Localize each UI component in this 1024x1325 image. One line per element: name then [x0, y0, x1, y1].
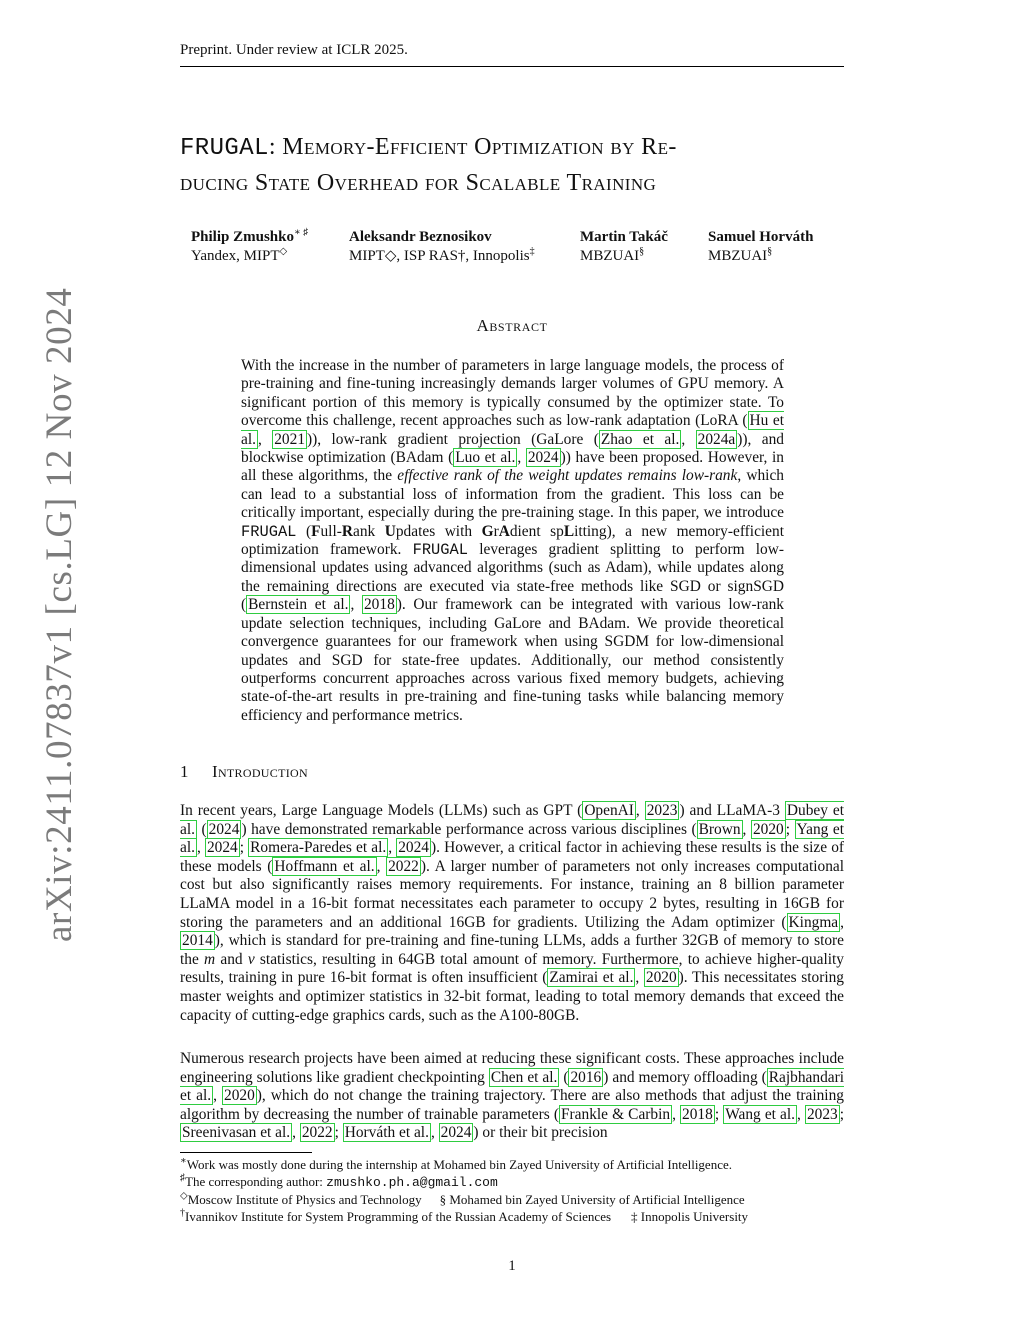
intro-paragraph-1: In recent years, Large Language Models (LLMs) such as GPT ( OpenAI , 2023 ) and LLaMA-3 Dubey et al. ( 2024 ) have demonstrated remarkable performance across various disciplines ( Brown , 2020 ; Yang et al. , 2024 ; Romera-Paredes et al. , 2024 ). However, a critical factor in achieving these results is the size of these models ( Hoffmann et al. , 2022 ). A larger number of parameters not only increases computational cost but also significantly raises memory requirements. For instance, training an 8 billion parameter LLaMA model in a 16-bit format necessitates each parameter to occupy 2 bytes, resulting in 16GB for storing the parameters and an additional 16GB for gradients. Utilizing the Adam optimizer ( Kingma , 2014 ), which is standard for pre-training and fine-tuning LLMs, adds a further 32GB of memory to store the m and v statistics, resulting in 64GB total amount of memory. Furthermore, to achieve higher-quality results, training in pure 16-bit format is often insufficient ( Zamirai et al. , 2020 ). This necessitates storing master weights and optimizer statistics in 32-bit format, leading to total memory demands that exceed the capacity of cutting-edge graphics cards, such as the A100-80GB.: [180, 802, 845, 1024]
footnote-text: The corresponding author:: [185, 1174, 327, 1189]
citation-link[interactable]: 2020: [224, 1087, 255, 1105]
citation-link[interactable]: 2020: [645, 969, 677, 987]
citation-link[interactable]: 2024: [398, 839, 429, 857]
section-title: Introduction: [212, 762, 308, 781]
citation-link[interactable]: Hu et al.: [241, 412, 784, 448]
paragraph-text: ). A larger number of parameters not only increases computational cost but also significantly raises memory requirements. For instance, training an 8 billion parameter LLaMA model in a 16-bit format necessitates each parameter to occupy 2 bytes, resulting in 16GB for storing the parameters and an additional 16GB for gradients. Utilizing the Adam optimizer (: [180, 857, 845, 931]
author-name: Aleksandr Beznosikov: [349, 229, 492, 245]
author-3: [580, 228, 668, 266]
citation-link[interactable]: 2023: [646, 802, 678, 819]
citation-link[interactable]: Rajbhandari et al.: [180, 1068, 844, 1105]
citation-link[interactable]: Chen et al.: [490, 1068, 558, 1086]
citation-link[interactable]: 2024: [208, 820, 240, 838]
author-email[interactable]: zmushko.ph.a@gmail.com: [326, 1175, 498, 1190]
citation-link[interactable]: 2024a: [697, 430, 736, 448]
paragraph-text: ) or their bit precision: [473, 1124, 608, 1142]
citation-link[interactable]: OpenAI: [584, 802, 634, 819]
paragraph-text: Numerous research projects have been aimed at reducing these significant costs. These approaches include engineering solutions like gradient checkpointing: [180, 1050, 844, 1086]
section-number: 1: [180, 762, 189, 781]
title-frugal: FRUGAL: [180, 135, 269, 162]
citation-link[interactable]: Hoffmann et al.: [274, 857, 375, 875]
frugal-name: FRUGAL: [412, 541, 468, 560]
abstract-text: With the increase in the number of parameters in large language models, the process of pre-training and fine-tuning increasingly demands larger volumes of GPU memory. A significant portion of this memory is typically consumed by the optimizer state. To overcome this challenge, recent approaches such as low-rank adaptation (LoRA (: [241, 357, 784, 430]
author-name: Samuel Horváth: [708, 229, 814, 245]
author-1: [191, 228, 308, 266]
citation-link[interactable]: 2023: [806, 1105, 838, 1123]
author-name: Philip Zmushko: [191, 229, 294, 245]
citation-link[interactable]: Wang et al.: [725, 1105, 795, 1123]
abstract-text: , which can lead to a substantial loss of information from the gradient. This loss can be critically important, especially during the pre-training stage. In this paper, we introduce: [241, 467, 784, 522]
footnote-1: [180, 1156, 844, 1173]
title-line2: ducing State Overhead for Scalable Training: [180, 170, 657, 196]
footnote-4: [180, 1208, 844, 1225]
author-affiliation-mark: ‡: [529, 246, 535, 257]
citation-link[interactable]: 2021: [274, 430, 306, 448]
citation-link[interactable]: 2018: [363, 596, 395, 614]
citation-link[interactable]: Kingma: [788, 913, 839, 931]
section-heading: [180, 762, 308, 782]
paragraph-text: ) and LLaMA-3: [679, 802, 785, 819]
paragraph-text: ). This necessitates storing master weights and optimizer statistics in 32-bit format, leading to total memory demands that exceed the capacity of cutting-edge graphics cards, such as the A100-80GB.: [180, 969, 844, 1024]
author-affiliation: Yandex, MIPT: [191, 248, 280, 264]
abstract-body: With the increase in the number of parameters in large language models, the process of pre-training and fine-tuning increasingly demands larger volumes of GPU memory. A significant portion of this memory is typically consumed by the optimizer state. To overcome this challenge, recent approaches such as low-rank adaptation (LoRA ( Hu et al. , 2021 )), low-rank gradient projection (GaLore ( Zhao et al. , 2024a )), and blockwise optimization (BAdam ( Luo et al. , 2024 )) have been proposed. However, in all these algorithms, the effective rank of the weight updates remains low-rank, which can lead to a substantial loss of information from the gradient. This loss can be critically important, especially during the pre-training stage. In this paper, we introduce FRUGAL (Full-Rank Updates with GrAdient spLitting), a new memory-efficient optimization framework. FRUGAL leverages gradient splitting to perform low-dimensional updates using advanced algorithms (such as Adam), while updates along the remaining directions are executed via state-free methods like SGD or signSGD ( Bernstein et al. , 2018 ). Our framework can be integrated with various low-rank update selection techniques, including GaLore and BAdam. We provide theoretical convergence guarantees for our framework when using SGDM for low-dimensional updates and SGD for state-free updates. Additionally, our method consistently outperforms concurrent approaches across various fixed memory budgets, achieving state-of-the-art results in pre-training and fine-tuning tasks while balancing memory efficiency and performance metrics.: [241, 357, 784, 724]
paragraph-text: In recent years, Large Language Models (LLMs) such as GPT (: [180, 802, 583, 819]
header-rule: [180, 66, 844, 67]
page-number: 1: [508, 1258, 516, 1274]
abstract-text: ). Our framework can be integrated with various low-rank update selection techniques, including GaLore and BAdam. We provide theoretical convergence guarantees for our framework when using SGDM for low-dimensional updates and SGD for state-free updates. Additionally, our method consistently outperforms concurrent approaches across various fixed memory budgets, achieving state-of-the-art results in pre-training and fine-tuning tasks while balancing memory efficiency and performance metrics.: [241, 596, 784, 724]
citation-link[interactable]: 2024: [206, 839, 238, 857]
abstract-emphasis: effective rank of the weight updates remains low-rank: [397, 467, 738, 485]
author-affiliation-mark: ◇: [279, 246, 288, 257]
citation-link[interactable]: 2022: [388, 857, 419, 875]
math-m: m: [204, 950, 216, 968]
footnote-mark: ◇: [180, 1190, 188, 1202]
footnote-mark: ∗: [180, 1155, 187, 1167]
citation-link[interactable]: 2020: [752, 820, 784, 838]
citation-link[interactable]: 2024: [527, 449, 559, 467]
citation-link[interactable]: Dubey et al.: [180, 802, 844, 838]
citation-link[interactable]: Zhao et al.: [600, 430, 680, 448]
paragraph-text: ) have demonstrated remarkable performance across various disciplines (: [241, 820, 697, 838]
footnote-text: § Mohamed bin Zayed University of Artificial Intelligence: [439, 1192, 745, 1207]
abstract-text: (: [296, 522, 312, 540]
math-v: v: [247, 950, 255, 968]
author-4: [708, 228, 813, 266]
footnote-text: Work was mostly done during the internship at Mohamed bin Zayed University of Artificial Intelligence.: [186, 1157, 732, 1172]
author-affiliation-mark: §: [639, 246, 645, 257]
paper-title: [180, 130, 860, 200]
citation-link[interactable]: Frankle & Carbin: [560, 1105, 671, 1123]
footnote-text: ‡ Innopolis University: [631, 1209, 749, 1224]
footnote-3: [180, 1191, 844, 1208]
footnote-text: Ivannikov Institute for System Programming of the Russian Academy of Sciences: [185, 1209, 612, 1224]
running-header: Preprint. Under review at ICLR 2025.: [180, 42, 408, 58]
abstract-text: )), low-rank gradient projection (GaLore (: [307, 430, 599, 448]
abstract-text: )) have been proposed. However, in all these algorithms, the: [241, 449, 784, 485]
abstract-text: )), and blockwise optimization (BAdam (: [241, 430, 784, 467]
footnote-rule: [180, 1152, 312, 1153]
citation-link[interactable]: 2016: [570, 1068, 602, 1086]
paragraph-text: ) and memory offloading (: [603, 1068, 767, 1086]
paragraph-text: ), which is standard for pre-training and fine-tuning LLMs, adds a further 32GB of memory to store the: [180, 932, 844, 968]
author-affiliation: MBZUAI: [708, 248, 768, 264]
author-name-marks: ∗ ♯: [293, 227, 309, 238]
citation-link[interactable]: Brown: [698, 820, 741, 838]
citation-link[interactable]: Sreenivasan et al.: [182, 1124, 291, 1142]
citation-link[interactable]: Romera-Paredes et al.: [250, 839, 387, 857]
footnote-mark: †: [180, 1207, 185, 1219]
citation-link[interactable]: 2014: [182, 932, 213, 950]
frugal-acronym: Full-Rank Updates with GrAdient spLitting: [311, 522, 607, 540]
paragraph-text: statistics, resulting in 64GB total amount of memory. Furthermore, to achieve higher-quality results, training in pure 16-bit format is often insufficient (: [180, 950, 845, 987]
citation-link[interactable]: Horváth et al.: [344, 1124, 429, 1142]
title-line1: : Memory-Efficient Optimization by Re-: [268, 134, 677, 160]
citation-link[interactable]: Luo et al.: [455, 449, 516, 467]
frugal-name: FRUGAL: [241, 522, 297, 541]
paragraph-text: and: [215, 950, 248, 968]
author-affiliation-mark: §: [767, 246, 773, 257]
footnote-mark: ♯: [180, 1172, 185, 1184]
paragraph-text: ), which do not change the training trajectory. There are also methods that adjust the training algorithm by decreasing the number of trainable parameters (: [180, 1087, 844, 1123]
author-name: Martin Takáč: [580, 229, 668, 245]
footnotes: [180, 1156, 844, 1225]
paragraph-text: ). However, a critical factor in achieving these results is the size of these models (: [180, 839, 845, 875]
arxiv-stamp: arXiv:2411.07837v1 [cs.LG] 12 Nov 2024: [39, 287, 80, 942]
abstract-heading: Abstract: [476, 316, 548, 335]
citation-link[interactable]: Bernstein et al.: [248, 596, 349, 614]
citation-link[interactable]: 2022: [301, 1124, 333, 1142]
footnote-2: [180, 1173, 844, 1191]
citation-link[interactable]: Yang et al.: [180, 820, 844, 857]
intro-paragraph-2: Numerous research projects have been aimed at reducing these significant costs. These approaches include engineering solutions like gradient checkpointing Chen et al. ( 2016 ) and memory offloading ( Rajbhandari et al. , 2020 ), which do not change the training trajectory. There are also methods that adjust the training algorithm by decreasing the number of trainable parameters ( Frankle & Carbin , 2018 ; Wang et al. , 2023 ; Sreenivasan et al. , 2022 ; Horváth et al. , 2024 ) or their bit precision: [180, 1050, 845, 1142]
footnote-text: Moscow Institute of Physics and Technology: [187, 1192, 422, 1207]
citation-link[interactable]: 2018: [682, 1105, 713, 1123]
abstract-text: leverages gradient splitting to perform low-dimensional updates using advanced algorithms (such as Adam), while updates along the remaining directions are executed via state-free methods like SGD or signSGD (: [241, 541, 784, 614]
citation-link[interactable]: Zamirai et al.: [549, 969, 634, 987]
citation-link[interactable]: 2024: [440, 1124, 472, 1142]
author-affiliation: MBZUAI: [580, 248, 640, 264]
author-2: [349, 228, 535, 266]
abstract-text: ), a new memory-efficient optimization framework.: [241, 522, 784, 559]
author-affiliation: MIPT◇, ISP RAS†, Innopolis: [349, 248, 530, 264]
